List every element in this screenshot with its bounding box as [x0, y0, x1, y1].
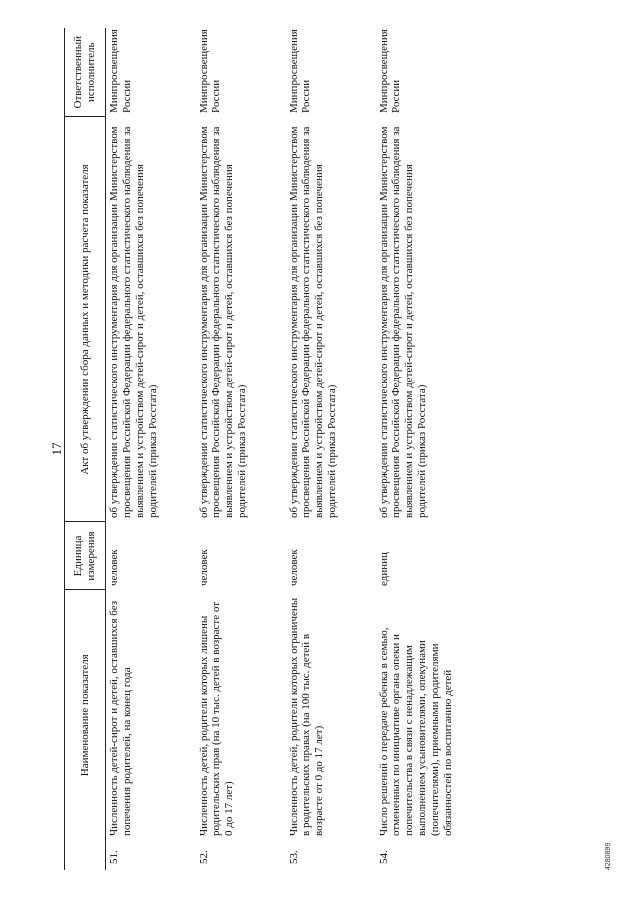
- indicators-table: [64, 28, 466, 870]
- rotated-table-area: [50, 28, 630, 870]
- row-number: 51.: [108, 850, 120, 864]
- row-unit: человек: [287, 549, 300, 586]
- header-unit: Единица измерения: [65, 522, 106, 590]
- table-row: [376, 28, 466, 870]
- row-act: об утверждении статистического инструментария для организации Министерством просвещения Российской Федерации федерального статистического наблюдения за выявлением и устройством детей-сирот и детей, оставшихся без попечения родителей (приказ Росстата): [377, 126, 429, 518]
- row-name: Численность детей, родители которых лишены родительских прав (на 10 тыс. детей в возрасте от 0 до 17 лет): [197, 601, 236, 836]
- row-act: об утверждении статистического инструментария для организации Министерством просвещения Российской Федерации федерального статистического наблюдения за выявлением и устройством детей-сирот и детей, оставшихся без попечения родителей (приказ Росстата): [108, 126, 159, 518]
- row-unit: единиц: [377, 552, 390, 586]
- row-number: 52.: [197, 850, 210, 864]
- header-act: Акт об утверждении сбора данных и методики расчета показателя: [65, 117, 106, 522]
- row-responsible: Минпросвещения России: [287, 29, 313, 113]
- row-number: 54.: [377, 850, 390, 864]
- row-name: Численность детей, родители которых ограничены в родительских правах (на 100 тыс. детей в возрасте от 0 до 17 лет): [287, 597, 326, 836]
- row-responsible: Минпросвещения России: [377, 29, 403, 113]
- row-act: об утверждении статистического инструментария для организации Министерством просвещения Российской Федерации федерального статистического наблюдения за выявлением и устройством детей-сирот и детей, оставшихся без попечения родителей (приказ Росстата): [287, 126, 339, 518]
- row-unit: человек: [108, 549, 120, 586]
- table-row: [286, 28, 376, 870]
- row-responsible: Минпросвещения России: [108, 29, 133, 113]
- document-code: 4280899: [605, 842, 612, 870]
- header-name: Наименование показателя: [65, 590, 106, 840]
- row-act: об утверждении статистического инструментария для организации Министерством просвещения Российской Федерации федерального статистического наблюдения за выявлением и устройством детей-сирот и детей, оставшихся без попечения родителей (приказ Росстата): [197, 126, 249, 518]
- header-number: [65, 840, 106, 870]
- row-name: Число решений о передаче ребенка в семью, отмененных по инициативе органа опеки и попечительства в связи с ненадлежащим выполнением усыновителями, опекунами (попечителями), приемными родителями обязанностей по воспитанию детей: [377, 627, 455, 836]
- row-name: Численность детей-сирот и детей, оставшихся без попечения родителей, на конец года: [108, 600, 133, 836]
- page-number: 17: [49, 442, 64, 456]
- table-header-row: [65, 28, 106, 870]
- row-number: 53.: [287, 850, 300, 864]
- header-responsible: Ответственный исполнитель: [65, 28, 106, 117]
- table-row: [106, 28, 196, 870]
- table-row: [196, 28, 286, 870]
- row-responsible: Минпросвещения России: [197, 29, 223, 113]
- row-unit: человек: [197, 549, 210, 586]
